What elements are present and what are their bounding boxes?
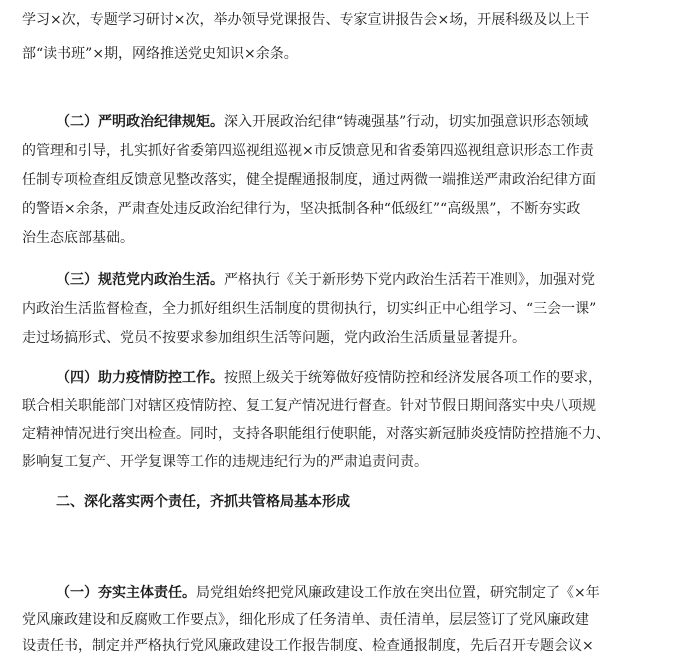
paragraph-text: 深入开展政治纪律“铸魂强基”行动，切实加强意识形态领域 bbox=[224, 114, 589, 130]
paragraph-heading: （一）夯实主体责任。 bbox=[56, 585, 196, 601]
paragraph-text: 按照上级关于统筹做好疫情防控和经济发展各项工作的要求， bbox=[224, 370, 602, 386]
text-line: 任制专项检查组反馈意见整改落实，健全提醒通报制度，通过两微一端推送严肃政治纪律方面 bbox=[22, 172, 596, 188]
paragraph-text: 局党组始终把党风廉政建设工作放在突出位置，研究制定了《×年 bbox=[196, 585, 600, 601]
paragraph-heading: （三）规范党内政治生活。 bbox=[56, 272, 224, 288]
paragraph-first-line bbox=[0, 112, 696, 132]
text-line: 内政治生活监督检查，全力抓好组织生活制度的贯彻执行，切实纠正中心组学习、“三会一课” bbox=[22, 301, 597, 317]
text-line: 走过场搞形式、党员不按要求参加组织生活等问题，党内政治生活质量显著提升。 bbox=[22, 330, 526, 346]
text-line: 治生态底部基础。 bbox=[22, 230, 134, 246]
text-line: 学习×次，专题学习研讨×次，举办领导党课报告、专家宣讲报告会×场，开展科级及以上干 bbox=[22, 12, 590, 28]
paragraph-heading: （四）助力疫情防控工作。 bbox=[56, 370, 224, 386]
text-line: 部“读书班”×期，网络推送党史知识×余条。 bbox=[22, 46, 298, 62]
text-line: 的警语×余条，严肃查处违反政治纪律行为，坚决抵制各种“低级红”“高级黑”，不断夯实政 bbox=[22, 201, 581, 217]
paragraph-first-line bbox=[0, 270, 696, 290]
text-line: 定精神情况进行突出检查。同时，支持各职能组行使职能，对落实新冠肺炎疫情防控措施不力、 bbox=[22, 426, 610, 442]
text-line: 党风廉政建设和反腐败工作要点》，细化形成了任务清单、责任清单，层层签订了党风廉政建 bbox=[22, 612, 589, 628]
text-line: 设责任书，制定并严格执行党风廉政建设工作报告制度、检查通报制度，先后召开专题会议× bbox=[22, 638, 594, 654]
text-line: 的管理和引导，扎实抓好省委第四巡视组巡视×市反馈意见和省委第四巡视组意识形态工作责 bbox=[22, 143, 594, 159]
paragraph-first-line bbox=[0, 583, 696, 603]
text-line: 联合相关职能部门对辖区疫情防控、复工复产情况进行督查。针对节假日期间落实中央八项规 bbox=[22, 398, 596, 414]
paragraph-heading: （二）严明政治纪律规矩。 bbox=[56, 114, 224, 130]
section-heading: 二、深化落实两个责任，齐抓共管格局基本形成 bbox=[56, 494, 350, 510]
paragraph-text: 严格执行《关于新形势下党内政治生活若干准则》，加强对党 bbox=[224, 272, 595, 288]
text-line: 影响复工复产、开学复课等工作的违规违纪行为的严肃追责问责。 bbox=[22, 454, 428, 470]
paragraph-first-line bbox=[0, 368, 696, 388]
